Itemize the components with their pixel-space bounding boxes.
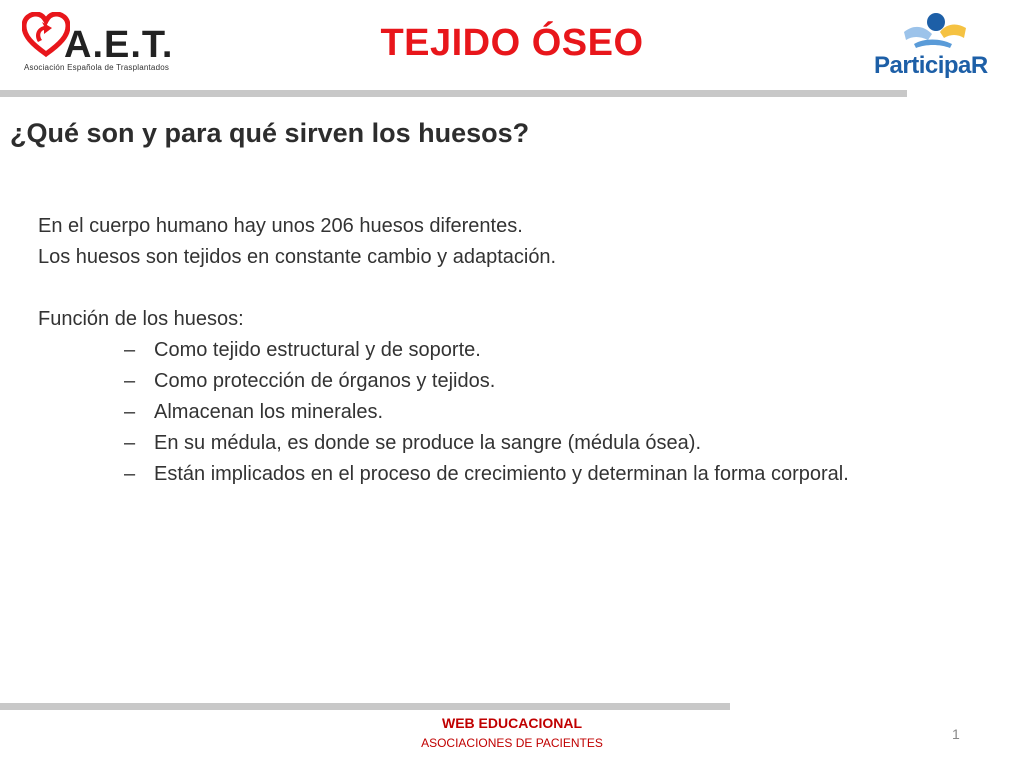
participar-logo bbox=[870, 10, 1000, 78]
dash-icon: – bbox=[124, 339, 136, 361]
list-item: – Están implicados en el proceso de crecimiento y determinan la forma corporal. bbox=[124, 459, 849, 490]
dash-icon: – bbox=[124, 432, 136, 454]
aet-logo-subtitle: Asociación Española de Trasplantados bbox=[24, 63, 170, 72]
functions-heading: Función de los huesos: bbox=[38, 308, 244, 330]
participar-logo-name: ParticipaR bbox=[874, 52, 988, 79]
list-item: – En su médula, es donde se produce la sangre (médula ósea). bbox=[124, 428, 849, 459]
intro-line-1: En el cuerpo humano hay unos 206 huesos diferentes. bbox=[38, 215, 523, 237]
page-number: 1 bbox=[952, 726, 960, 742]
section-heading: ¿Qué son y para qué sirven los huesos? bbox=[10, 118, 530, 148]
footer-title: WEB EDUCACIONAL bbox=[442, 715, 582, 731]
dash-icon: – bbox=[124, 401, 136, 423]
aet-logo-name: A.E.T. bbox=[64, 24, 174, 66]
header-divider bbox=[0, 90, 907, 97]
list-item: – Como tejido estructural y de soporte. bbox=[124, 335, 849, 366]
footer-divider bbox=[0, 703, 730, 710]
intro-line-2: Los huesos son tejidos en constante cambio y adaptación. bbox=[38, 246, 557, 268]
slide-body bbox=[38, 211, 849, 490]
list-item: – Como protección de órganos y tejidos. bbox=[124, 366, 849, 397]
page-title: TEJIDO ÓSEO bbox=[380, 22, 644, 64]
hands-icon bbox=[900, 10, 970, 52]
footer-subtitle: ASOCIACIONES DE PACIENTES bbox=[421, 736, 603, 750]
dash-icon: – bbox=[124, 370, 136, 392]
list-item: – Almacenan los minerales. bbox=[124, 397, 849, 428]
functions-list bbox=[38, 335, 849, 490]
dash-icon: – bbox=[124, 463, 136, 485]
